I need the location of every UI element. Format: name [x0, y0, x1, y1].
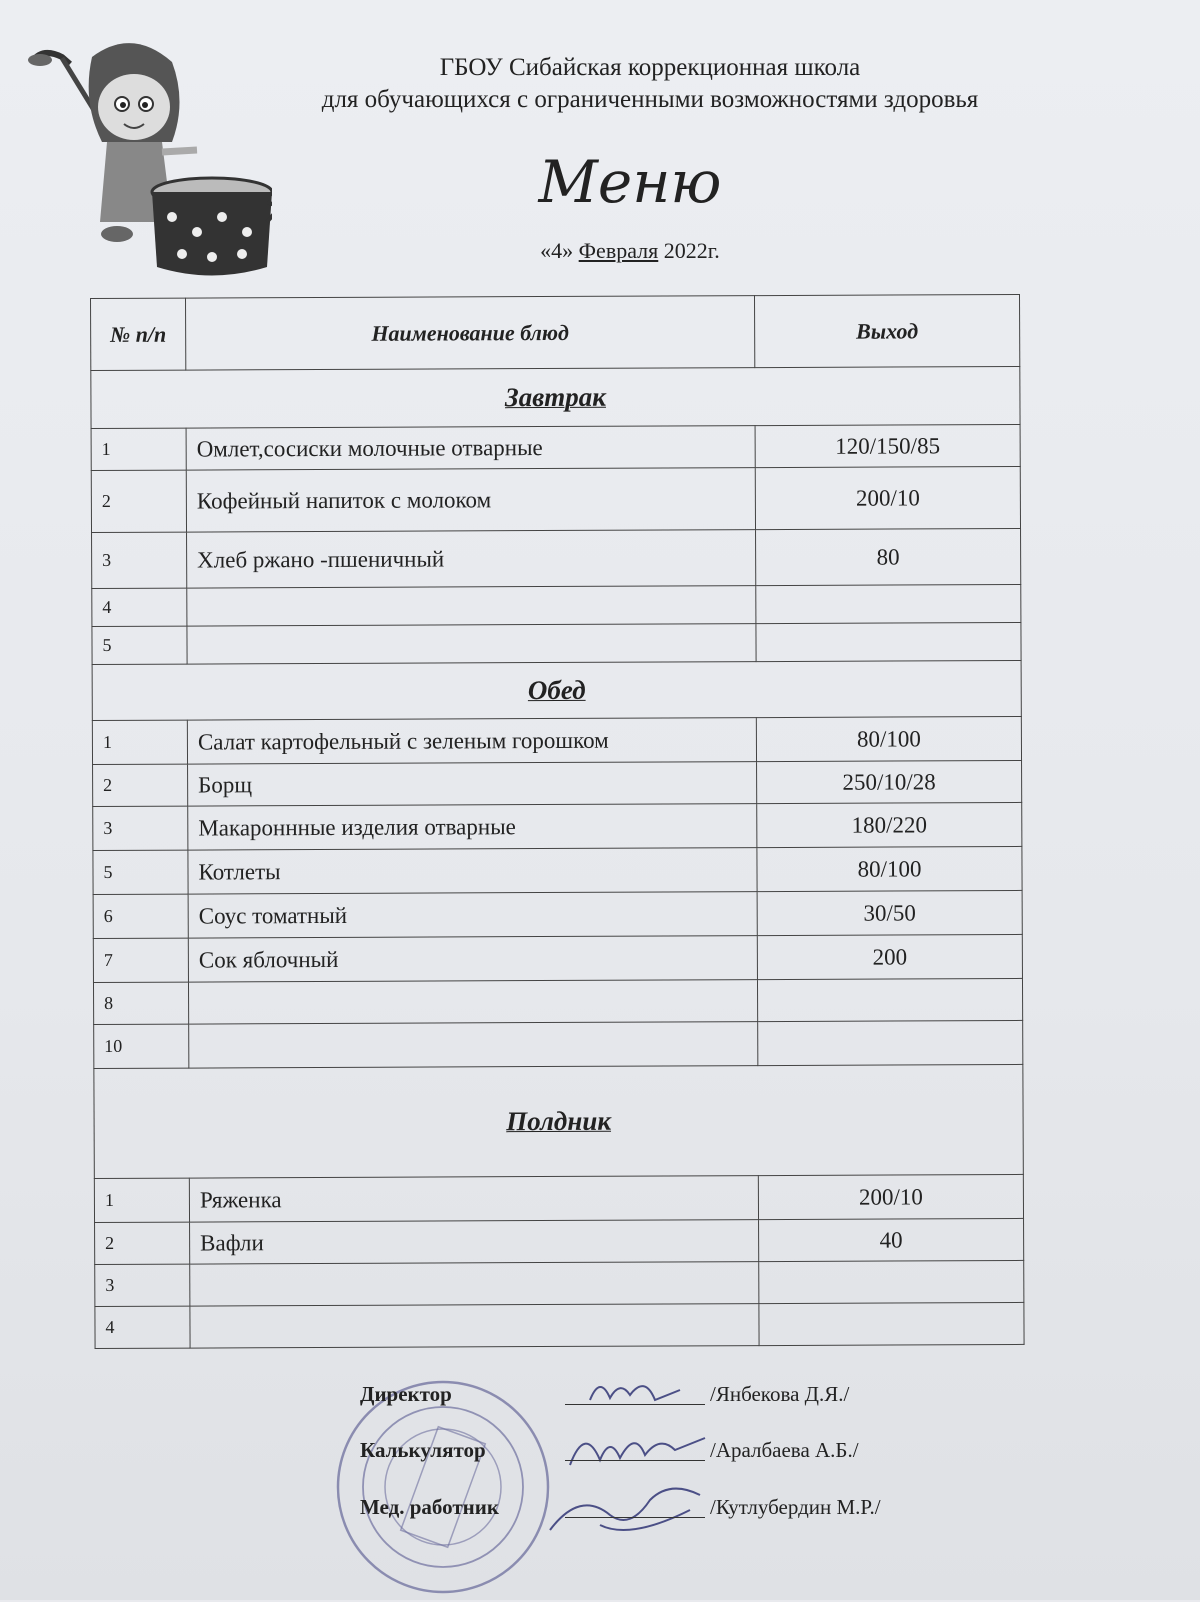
section-title: Обед [527, 674, 586, 706]
section-row [94, 1064, 1023, 1178]
table-row [95, 1302, 1024, 1348]
row-number: 8 [93, 982, 188, 1024]
dish-name: Соус томатный [188, 892, 757, 938]
table-row [93, 890, 1022, 938]
signature-name: /Кутлубердин М.Р./ [710, 1495, 881, 1519]
date-month: Февраля [578, 238, 659, 263]
table-row [93, 846, 1022, 894]
dish-name [189, 1022, 758, 1068]
portion-size [759, 1302, 1024, 1345]
portion-size: 200 [757, 934, 1022, 979]
portion-size [756, 584, 1021, 623]
table-row [92, 584, 1021, 626]
row-number: 3 [93, 806, 188, 850]
row-number: 4 [95, 1306, 190, 1348]
portion-size: 200/10 [755, 466, 1020, 529]
section-title-cell [94, 1064, 1023, 1178]
row-number: 4 [92, 588, 187, 626]
row-number: 10 [94, 1024, 189, 1068]
row-number: 1 [92, 720, 187, 764]
column-header-number: № п/п [91, 298, 186, 370]
signature-name: /Янбекова Д.Я./ [710, 1382, 850, 1406]
section-title: Завтрак [504, 381, 607, 413]
table-row [91, 466, 1020, 532]
section-title-cell [92, 660, 1021, 720]
signature-role: Директор [360, 1382, 452, 1406]
table-row [95, 1218, 1024, 1264]
girl-with-pot-illustration [22, 22, 272, 277]
portion-size [759, 1260, 1024, 1303]
portion-size [756, 622, 1021, 661]
school-name-line2: для обучающихся с ограниченными возможностями здоровья [321, 86, 979, 113]
table-header-row [91, 294, 1020, 370]
row-number: 3 [92, 532, 187, 588]
row-number: 7 [93, 938, 188, 982]
school-name-line1: ГБОУ Сибайская коррекционная школа [439, 54, 861, 81]
table-row [92, 622, 1021, 664]
dish-name: Ряженка [189, 1176, 758, 1222]
portion-size: 80 [756, 528, 1021, 585]
portion-size: 40 [759, 1218, 1024, 1261]
date-day: «4» [540, 238, 574, 263]
menu-table-body [91, 366, 1024, 1348]
dish-name [190, 1262, 759, 1306]
dish-name: Омлет,сосиски молочные отварные [186, 426, 755, 470]
column-header-dish: Наименование блюд [186, 296, 755, 370]
portion-size: 120/150/85 [755, 424, 1020, 467]
row-number: 1 [94, 1178, 189, 1222]
portion-size [757, 978, 1022, 1021]
director-handwritten-signature [570, 1370, 710, 1420]
signature-role: Мед. работник [360, 1495, 499, 1519]
school-name [260, 52, 1040, 116]
signature-role: Калькулятор [360, 1438, 486, 1462]
row-number: 5 [92, 626, 187, 664]
table-row [94, 1020, 1023, 1068]
dish-name: Кофейный напиток с молоком [186, 468, 755, 532]
table-row [92, 528, 1021, 588]
row-number: 2 [95, 1222, 190, 1264]
row-number: 2 [91, 470, 186, 532]
portion-size: 250/10/28 [757, 760, 1022, 803]
table-row [94, 1174, 1023, 1222]
menu-date [430, 238, 830, 264]
signature-line [565, 1404, 705, 1405]
portion-size: 30/50 [757, 890, 1022, 935]
dish-name [190, 1304, 759, 1348]
portion-size [758, 1020, 1023, 1065]
dish-name [188, 980, 757, 1024]
dish-name: Вафли [190, 1220, 759, 1264]
menu-table [90, 294, 1025, 1349]
table-row [93, 802, 1022, 850]
dish-name: Салат картофельный с зеленым горошком [187, 718, 756, 764]
column-header-portion: Выход [754, 294, 1019, 367]
section-row [92, 660, 1021, 720]
dish-name: Макароннные изделия отварные [188, 804, 757, 850]
page-title: Меню [538, 148, 722, 216]
dish-name [187, 586, 756, 626]
dish-name: Хлеб ржано -пшеничный [187, 530, 756, 588]
row-number: 1 [91, 428, 186, 470]
portion-size: 80/100 [756, 716, 1021, 761]
row-number: 3 [95, 1264, 190, 1306]
medic-handwritten-signature [540, 1470, 720, 1550]
table-row [95, 1260, 1024, 1306]
signature-name: /Аралбаева А.Б./ [710, 1438, 859, 1462]
dish-name: Сок яблочный [188, 936, 757, 982]
section-row [91, 366, 1020, 428]
row-number: 2 [93, 764, 188, 806]
section-title: Полдник [506, 1105, 612, 1137]
row-number: 6 [93, 894, 188, 938]
dish-name [187, 624, 756, 664]
row-number: 5 [93, 850, 188, 894]
date-year: 2022г. [663, 238, 720, 263]
portion-size: 200/10 [758, 1174, 1023, 1219]
signature-line [565, 1517, 705, 1518]
dish-name: Борщ [188, 762, 757, 806]
portion-size: 180/220 [757, 802, 1022, 847]
table-row [93, 934, 1022, 982]
section-title-cell [91, 366, 1020, 428]
signature-line [565, 1460, 705, 1461]
table-row [93, 760, 1022, 806]
portion-size: 80/100 [757, 846, 1022, 891]
table-row [93, 978, 1022, 1024]
table-row [91, 424, 1020, 470]
table-row [92, 716, 1021, 764]
dish-name: Котлеты [188, 848, 757, 894]
